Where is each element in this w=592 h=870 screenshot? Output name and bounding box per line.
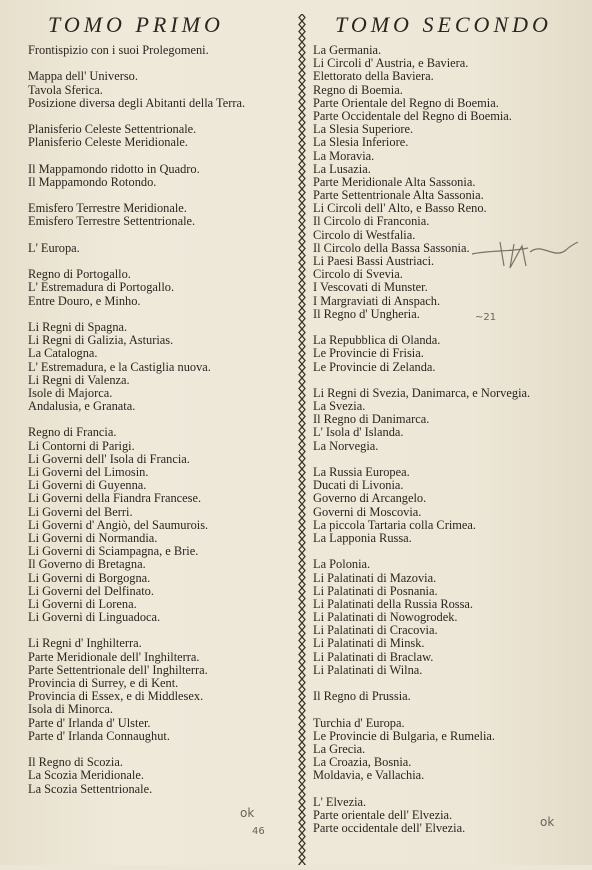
list-item: La Slesia Superiore. bbox=[313, 123, 414, 137]
list-item: Turchia d' Europa. bbox=[313, 716, 405, 730]
spacer bbox=[313, 703, 583, 716]
list-item: La Grecia. bbox=[313, 742, 366, 756]
list-item: Parte d' Irlanda Connaughut. bbox=[28, 729, 170, 743]
list-item: Regno di Francia. bbox=[28, 426, 117, 440]
list-item: Il Circolo di Franconia. bbox=[313, 215, 430, 229]
list-item: Circolo di Svevia. bbox=[313, 268, 403, 282]
list-item: Parte occidentale dell' Elvezia. bbox=[313, 822, 466, 836]
list-item: Li Circoli d' Austria, e Baviera. bbox=[313, 57, 469, 71]
list-item: Li Governi di Sciampagna, e Brie. bbox=[28, 545, 199, 559]
list-item: Emisfero Terrestre Meridionale. bbox=[28, 202, 187, 216]
list-item: La Germania. bbox=[313, 44, 382, 57]
list-item: Li Contorni di Parigi. bbox=[28, 439, 135, 453]
list-item: Le Provincie di Frisia. bbox=[313, 347, 424, 361]
list-item: La Moravia. bbox=[313, 149, 375, 163]
list-item: Entre Douro, e Minho. bbox=[28, 294, 141, 308]
list-item: Parte Occidentale del Regno di Boemia. bbox=[313, 109, 512, 123]
list-item: La Repubblica di Olanda. bbox=[313, 334, 441, 348]
spacer bbox=[28, 150, 290, 163]
list-item: La Croazia, Bosnia. bbox=[313, 756, 412, 770]
spacer bbox=[28, 413, 290, 426]
list-item: Governi di Moscovia. bbox=[313, 505, 422, 519]
list-item: Li Governi di Linguadoca. bbox=[28, 611, 161, 625]
list-item: Li Governi d' Angiò, del Saumurois. bbox=[28, 518, 209, 532]
list-item: L' Isola d' Islanda. bbox=[313, 426, 404, 440]
spacer bbox=[313, 374, 583, 387]
pencil-note: ~21 bbox=[475, 312, 497, 323]
column-tomo-secondo bbox=[313, 0, 583, 835]
list-item: Li Regni di Spagna. bbox=[28, 320, 128, 334]
list-item: Li Regni di Svezia, Danimarca, e Norvegia. bbox=[313, 386, 531, 400]
list-item: Li Governi di Guyenna. bbox=[28, 479, 147, 493]
list-item: Il Regno di Scozia. bbox=[28, 756, 123, 770]
spacer bbox=[28, 110, 290, 123]
list-item: Mappa dell' Universo. bbox=[28, 70, 138, 84]
list-item: Posizione diversa degli Abitanti della Terra. bbox=[28, 96, 246, 110]
list-item: Li Regni d' Inghilterra. bbox=[28, 637, 142, 651]
list-item: Li Palatinati di Cracovia. bbox=[313, 624, 438, 638]
list-item: Il Regno d' Ungheria. bbox=[313, 307, 420, 321]
list-item: Isole di Majorca. bbox=[28, 386, 113, 400]
list-item: Le Provincie di Bulgaria, e Rumelia. bbox=[313, 729, 496, 743]
list-item: Circolo di Westfalia. bbox=[313, 228, 416, 242]
list-item: La Norvegia. bbox=[313, 439, 379, 453]
list-item: L' Estremadura di Portogallo. bbox=[28, 281, 175, 295]
column-divider bbox=[295, 14, 309, 865]
list-item: Li Palatinati di Braclaw. bbox=[313, 650, 434, 664]
spacer bbox=[28, 57, 290, 70]
list-item: Li Governi di Borgogna. bbox=[28, 571, 151, 585]
list-item: Il Mappamondo Rotondo. bbox=[28, 175, 157, 189]
list-item: Li Governi del Limosin. bbox=[28, 466, 149, 479]
list-item: Provincia di Essex, e di Middlesex. bbox=[28, 690, 204, 704]
list-item: I Margraviati di Anspach. bbox=[313, 294, 441, 308]
list-item: Li Palatinati di Nowogrodek. bbox=[313, 611, 458, 625]
list-item: Andalusia, e Granata. bbox=[28, 400, 136, 414]
list-item: L' Europa. bbox=[28, 241, 80, 255]
spacer bbox=[28, 308, 290, 321]
list-item: Parte Settentrionale dell' Inghilterra. bbox=[28, 663, 208, 677]
list-item: Li Palatinati di Wilna. bbox=[313, 663, 423, 677]
list-item: Regno di Portogallo. bbox=[28, 268, 131, 282]
list-item: La piccola Tartaria colla Crimea. bbox=[313, 518, 476, 532]
pencil-note: ok bbox=[240, 806, 255, 820]
chain-ornament bbox=[295, 14, 309, 865]
list-item: Li Regni di Galizia, Asturias. bbox=[28, 334, 174, 348]
list-item: Il Regno di Danimarca. bbox=[313, 413, 430, 427]
list-item: Provincia di Surrey, e di Kent. bbox=[28, 677, 179, 690]
list-item: Li Governi della Fiandra Francese. bbox=[28, 492, 202, 506]
list-item: Li Governi dell' Isola di Francia. bbox=[28, 452, 190, 466]
entry-list bbox=[313, 44, 583, 835]
list-item: Planisferio Celeste Settentrionale. bbox=[28, 123, 197, 137]
list-item: La Polonia. bbox=[313, 558, 371, 572]
list-item: Li Governi del Berri. bbox=[28, 505, 133, 519]
list-item: Li Paesi Bassi Austriaci. bbox=[313, 255, 435, 268]
column-title: TOMO PRIMO bbox=[48, 12, 224, 37]
spacer bbox=[28, 255, 290, 268]
list-item: Le Provincie di Zelanda. bbox=[313, 360, 436, 374]
list-item: La Catalogna. bbox=[28, 347, 98, 361]
list-item: La Lapponia Russa. bbox=[313, 531, 412, 545]
list-item: La Svezia. bbox=[313, 400, 366, 414]
list-item: Parte orientale dell' Elvezia. bbox=[313, 808, 453, 822]
list-item: Li Palatinati di Posnania. bbox=[313, 584, 438, 598]
list-item: Li Palatinati della Russia Rossa. bbox=[313, 597, 474, 611]
list-item: La Russia Europea. bbox=[313, 466, 410, 479]
list-item: Li Governi di Normandia. bbox=[28, 531, 158, 545]
list-item: Li Governi di Lorena. bbox=[28, 597, 137, 611]
list-item: Moldavia, e Vallachia. bbox=[313, 769, 425, 783]
pencil-note: ok bbox=[540, 815, 555, 829]
column-tomo-primo bbox=[28, 0, 290, 796]
spacer bbox=[28, 743, 290, 756]
spacer bbox=[28, 624, 290, 637]
list-item: Il Mappamondo ridotto in Quadro. bbox=[28, 162, 200, 176]
list-item: Parte Orientale del Regno di Boemia. bbox=[313, 96, 499, 110]
list-item: Emisfero Terrestre Settentrionale. bbox=[28, 215, 196, 229]
spacer bbox=[313, 545, 583, 558]
list-item: Frontispizio con i suoi Prolegomeni. bbox=[28, 44, 209, 57]
list-item: La Scozia Meridionale. bbox=[28, 769, 144, 783]
list-item: Li Governi del Delfinato. bbox=[28, 584, 154, 598]
list-item: Li Regni di Valenza. bbox=[28, 373, 130, 387]
spacer bbox=[313, 321, 583, 334]
spacer bbox=[313, 453, 583, 466]
list-item: I Vescovati di Munster. bbox=[313, 281, 428, 295]
list-item: Li Circoli dell' Alto, e Basso Reno. bbox=[313, 202, 487, 216]
spacer bbox=[313, 677, 583, 690]
list-item: La Lusazia. bbox=[313, 162, 371, 176]
spacer bbox=[313, 783, 583, 796]
entry-list bbox=[28, 44, 290, 796]
list-item: Regno di Boemia. bbox=[313, 83, 403, 97]
list-item: Parte Meridionale dell' Inghilterra. bbox=[28, 650, 200, 664]
list-item: L' Estremadura, e la Castiglia nuova. bbox=[28, 360, 211, 374]
list-item: Planisferio Celeste Meridionale. bbox=[28, 136, 189, 150]
list-item: Isola di Minorca. bbox=[28, 703, 113, 717]
pencil-scribble-mark bbox=[470, 232, 580, 276]
list-item: Li Palatinati di Minsk. bbox=[313, 637, 425, 651]
list-item: Tavola Sferica. bbox=[28, 83, 103, 97]
list-item: L' Elvezia. bbox=[313, 795, 367, 809]
list-item: Il Circolo della Bassa Sassonia. bbox=[313, 241, 470, 255]
list-item: Il Regno di Prussia. bbox=[313, 690, 411, 704]
list-item: Ducati di Livonia. bbox=[313, 479, 404, 493]
pencil-note: 46 bbox=[252, 826, 265, 837]
list-item: Parte d' Irlanda d' Ulster. bbox=[28, 716, 151, 730]
list-item: Li Palatinati di Mazovia. bbox=[313, 571, 437, 585]
list-item: Governo di Arcangelo. bbox=[313, 492, 427, 506]
column-title: TOMO SECONDO bbox=[335, 12, 552, 37]
list-item: Il Governo di Bretagna. bbox=[28, 558, 146, 572]
list-item: Parte Meridionale Alta Sassonia. bbox=[313, 175, 476, 189]
list-item: La Scozia Settentrionale. bbox=[28, 782, 153, 796]
list-item: Parte Settentrionale Alta Sassonia. bbox=[313, 189, 484, 203]
list-item: Elettorato della Baviera. bbox=[313, 70, 434, 84]
spacer bbox=[28, 229, 290, 242]
list-item: La Slesia Inferiore. bbox=[313, 136, 409, 150]
spacer bbox=[28, 189, 290, 202]
